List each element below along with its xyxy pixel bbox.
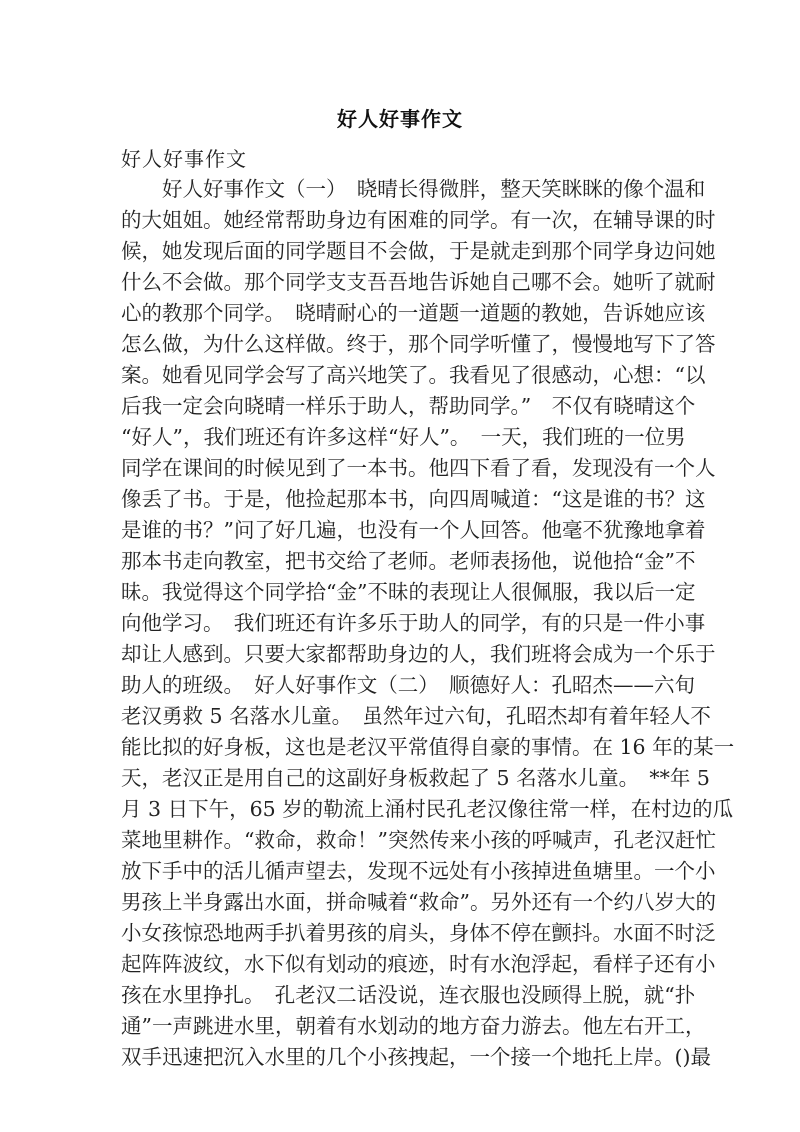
text-line: 像丢了书。于是，他捡起那本书，向四周喊道：“这是谁的书？这: [121, 487, 706, 511]
document-body: [121, 174, 735, 1073]
text-line: 后我一定会向晓晴一样乐于助人，帮助同学。” 不仅有晓晴这个: [121, 394, 696, 418]
text-line: 向他学习。 我们班还有许多乐于助人的同学，有的只是一件小事: [121, 611, 706, 635]
text-line: 怎么做，为什么这样做。终于，那个同学听懂了，慢慢地写下了答: [121, 332, 716, 356]
text-line: 天，老汉正是用自己的这副好身板救起了 5 名落水儿童。 **年 5: [121, 766, 710, 790]
text-line: 孩在水里挣扎。 孔老汉二话没说，连衣服也没顾得上脱，就“扑: [121, 983, 696, 1007]
text-line: 那本书走向教室，把书交给了老师。老师表扬他，说他拾“金”不: [121, 549, 696, 573]
text-line: 心的教那个同学。 晓晴耐心的一道题一道题的教她，告诉她应该: [121, 301, 706, 325]
text-line: 案。她看见同学会写了高兴地笑了。我看见了很感动，心想：“以: [121, 363, 706, 387]
text-line: 昧。我觉得这个同学拾“金”不昧的表现让人很佩服，我以后一定: [121, 580, 696, 604]
text-line: 小女孩惊恐地两手扒着男孩的肩头，身体不停在颤抖。水面不时泛: [121, 921, 716, 945]
text-line: 起阵阵波纹，水下似有划动的痕迹，时有水泡浮起，看样子还有小: [121, 952, 716, 976]
text-line: 是谁的书？”问了好几遍，也没有一个人回答。他毫不犹豫地拿着: [121, 518, 706, 542]
text-line: 男孩上半身露出水面，拼命喊着“救命”。另外还有一个约八岁大的: [121, 890, 716, 914]
document-title: 好人好事作文: [337, 107, 463, 131]
text-line: 菜地里耕作。“救命，救命！”突然传来小孩的呼喊声，孔老汉赶忙: [121, 828, 716, 852]
text-line: 候，她发现后面的同学题目不会做，于是就走到那个同学身边问她: [121, 239, 716, 263]
text-line: 能比拟的好身板，这也是老汉平常值得自豪的事情。在 16 年的某一: [121, 735, 735, 759]
text-line: 放下手中的活儿循声望去，发现不远处有小孩掉进鱼塘里。一个小: [121, 859, 716, 883]
text-line: 同学在课间的时候见到了一本书。他四下看了看，发现没有一个人: [121, 456, 716, 480]
text-line: “好人”，我们班还有许多这样“好人”。 一天，我们班的一位男: [121, 425, 686, 449]
text-line: 的大姐姐。她经常帮助身边有困难的同学。有一次，在辅导课的时: [121, 208, 716, 232]
text-line: 好人好事作文（一） 晓晴长得微胖，整天笑眯眯的像个温和: [121, 177, 706, 201]
text-line: 月 3 日下午，65 岁的勒流上涌村民孔老汉像往常一样，在村边的瓜: [121, 797, 734, 821]
document-subtitle: 好人好事作文: [121, 147, 247, 171]
text-line: 老汉勇救 5 名落水儿童。 虽然年过六旬，孔昭杰却有着年轻人不: [121, 704, 711, 728]
text-line: 什么不会做。那个同学支支吾吾地告诉她自己哪不会。她听了就耐: [121, 270, 716, 294]
text-line: 却让人感到。只要大家都帮助身边的人，我们班将会成为一个乐于: [121, 642, 716, 666]
text-line: 双手迅速把沉入水里的几个小孩拽起，一个接一个地托上岸。()最: [121, 1045, 711, 1069]
text-line: 助人的班级。 好人好事作文（二） 顺德好人：孔昭杰——六旬: [121, 673, 695, 697]
text-line: 通”一声跳进水里，朝着有水划动的地方奋力游去。他左右开工，: [121, 1014, 706, 1038]
